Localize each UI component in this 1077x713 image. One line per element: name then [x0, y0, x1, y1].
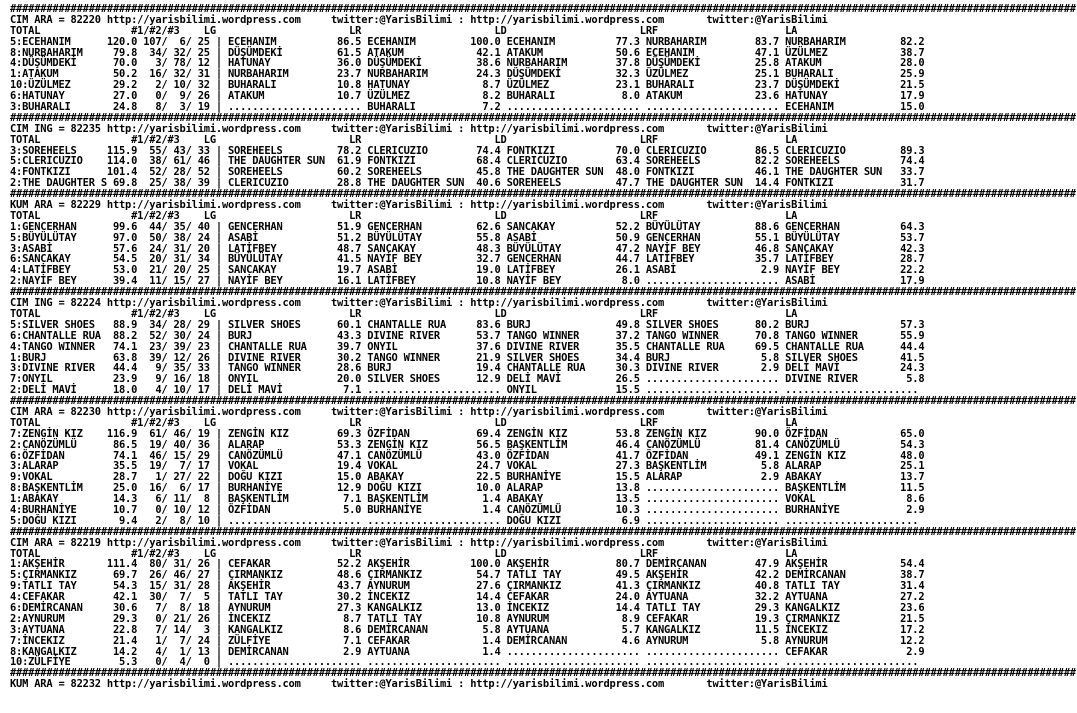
- data-row: 7:İNCEKIZ 21.4 1/ 7/ 24 | ZÜLFİYE 7.1 CEFAKAR 1.4 DEMİRCANAN 4.6 AYNURUM 5.8 AYNURUM 12.2: [10, 634, 925, 647]
- data-row: 1:ABAKAY 14.3 6/ 11/ 8 | BAŞKENTLİM 7.1 BAŞKENTLİM 1.4 ABAKAY 13.5 ...................... VOKAL 8.6: [10, 493, 925, 506]
- data-row: 5:CLERICUZIO 114.0 38/ 61/ 46 | THE DAUGHTER SUN 61.9 FONTKIZI 68.4 CLERICUZIO 63.4 SOREHEELS 82.2 SOREHEELS 74.4: [10, 155, 925, 168]
- column-header: TOTAL #1/#2/#3 LG LR LD LRF LA: [10, 416, 798, 429]
- data-row: 4:BURHANİYE 10.7 0/ 10/ 12 | ÖZFİDAN 5.0 BURHANİYE 1.4 CANÖZÜMLÜ 10.3 ...................... BURHANİYE 2.9: [10, 503, 925, 516]
- data-row: 6:CHANTALLE RUA 88.2 52/ 30/ 24 | BURJ 43.3 DIVINE RIVER 53.7 TANGO WINNER 37.2 TANGO WINNER 70.8 TANGO WINNER 55.9: [10, 329, 925, 342]
- data-row: 6:HATUNAY 27.0 0/ 9/ 26 | ATAKUM 10.7 ÜZÜLMEZ 8.2 BUHARALI 8.0 ATAKUM 23.6 HATUNAY 17.9: [10, 90, 925, 103]
- separator-line: ################################################################################################################################################################################: [10, 395, 1076, 408]
- column-header: TOTAL #1/#2/#3 LG LR LD LRF LA: [10, 307, 798, 320]
- data-row: 7:ZENGİN KIZ 116.9 61/ 46/ 19 | ZENGİN KIZ 69.3 ÖZFİDAN 69.4 ZENGİN KIZ 53.8 ZENGİN KIZ 90.0 ÖZFİDAN 65.0: [10, 427, 925, 440]
- data-row: 10:ZÜLFİYE 5.3 0/ 4/ 0 | ...................... ...................... ...................... ...................... ......................: [10, 656, 919, 669]
- data-row: 4:TANGO WINNER 74.1 23/ 39/ 23 | CHANTALLE RUA 39.7 ONYIL 37.6 DIVINE RIVER 35.5 CHANTALLE RUA 69.5 CHANTALLE RUA 44.4: [10, 340, 925, 353]
- data-row: 3:DIVINE RIVER 44.4 9/ 35/ 33 | TANGO WINNER 28.6 BURJ 19.4 CHANTALLE RUA 30.3 DIVINE RIVER 2.9 DELİ MAVİ 24.3: [10, 362, 925, 375]
- data-row: 1:BURJ 63.8 39/ 12/ 26 | DIVINE RIVER 30.2 TANGO WINNER 21.9 SILVER SHOES 34.4 BURJ 5.8 SILVER SHOES 41.5: [10, 351, 925, 364]
- column-header: TOTAL #1/#2/#3 LG LR LD LRF LA: [10, 209, 798, 222]
- data-row: 5:ÇIRMANKIZ 69.7 26/ 46/ 27 | ÇIRMANKIZ 48.6 ÇIRMANKIZ 54.7 TATLI TAY 49.5 AKŞEHİR 42.2 DEMİRCANAN 38.7: [10, 569, 925, 582]
- data-row: 7:ONYIL 23.9 9/ 16/ 18 | ONYIL 20.0 SILVER SHOES 12.9 DELİ MAVİ 26.5 ...................... DIVINE RIVER 5.8: [10, 373, 925, 386]
- data-row: 2:NAYİF BEY 39.4 11/ 15/ 27 | NAYİF BEY 16.1 LATİFBEY 10.8 NAYİF BEY 8.0 ...................... ASABİ 17.9: [10, 275, 925, 288]
- race-header: CIM ING = 82235 http://yarisbilimi.wordpress.com twitter:@YarisBilimi : http://yarisbilimi.wordpress.com twitter:@YarisBilimi: [10, 122, 828, 135]
- data-row: 3:ASABİ 57.6 24/ 31/ 20 | LATİFBEY 48.7 SANCAKAY 48.3 BÜYÜLÜTAY 47.2 NAYİF BEY 46.8 SANCAKAY 42.3: [10, 242, 925, 255]
- race-header: CIM ARA = 82220 http://yarisbilimi.wordpress.com twitter:@YarisBilimi : http://yarisbilimi.wordpress.com twitter:@YarisBilimi: [10, 13, 828, 26]
- data-row: 3:AYTUANA 22.8 7/ 14/ 3 | KANGALKIZ 8.6 DEMİRCANAN 5.8 AYTUANA 5.7 KANGALKIZ 11.5 İNCEKIZ 17.2: [10, 623, 925, 636]
- data-row: 3:SOREHEELS 115.9 55/ 43/ 33 | SOREHEELS 78.2 CLERICUZIO 74.4 FONTKIZI 70.0 CLERICUZIO 86.5 CLERICUZIO 89.3: [10, 144, 925, 157]
- race-header: KUM ARA = 82229 http://yarisbilimi.wordpress.com twitter:@YarisBilimi : http://yarisbilimi.wordpress.com twitter:@YarisBilimi: [10, 199, 828, 212]
- data-row: 4:FONTKIZI 101.4 52/ 28/ 52 | SOREHEELS 60.2 SOREHEELS 45.8 THE DAUGHTER SUN 48.0 FONTKIZI 46.1 THE DAUGHTER SUN 33.7: [10, 166, 925, 179]
- separator-line: ################################################################################################################################################################################: [10, 286, 1076, 299]
- race-header: CIM ARA = 82230 http://yarisbilimi.wordpress.com twitter:@YarisBilimi : http://yarisbilimi.wordpress.com twitter:@YarisBilimi: [10, 405, 828, 418]
- data-row: 1:AKŞEHİR 111.4 80/ 31/ 26 | CEFAKAR 52.2 AKŞEHİR 100.0 AKŞEHİR 80.7 DEMİRCANAN 47.9 AKŞEHİR 54.4: [10, 558, 925, 571]
- data-row: 3:ALARAP 35.5 19/ 7/ 17 | VOKAL 19.4 VOKAL 24.7 VOKAL 27.3 BAŞKENTLİM 5.8 ALARAP 25.1: [10, 460, 925, 473]
- race-header: KUM ARA = 82232 http://yarisbilimi.wordpress.com twitter:@YarisBilimi : http://yarisbilimi.wordpress.com twitter:@YarisBilimi: [10, 678, 828, 691]
- data-row: 8:BAŞKENTLİM 25.0 16/ 6/ 17 | BURHANİYE 12.9 DOĞU KIZI 10.0 ALARAP 13.8 ...................... BAŞKENTLİM 11.5: [10, 482, 925, 495]
- data-row: 2:AYNURUM 29.3 0/ 21/ 26 | İNCEKIZ 8.7 TATLI TAY 10.8 AYNURUM 8.9 CEFAKAR 19.3 ÇIRMANKIZ 21.5: [10, 612, 925, 625]
- separator-line: ################################################################################################################################################################################: [10, 3, 1076, 15]
- data-row: 3:BUHARALI 24.8 8/ 3/ 19 | ...................... BUHARALI 7.2 ...................... ...................... ECEHANIM 15.0: [10, 101, 925, 114]
- data-row: 6:DEMİRCANAN 30.6 7/ 8/ 18 | AYNURUM 27.3 KANGALKIZ 13.0 İNCEKIZ 14.4 TATLI TAY 29.3 KANGALKIZ 23.6: [10, 601, 925, 614]
- separator-line: ################################################################################################################################################################################: [10, 525, 1076, 538]
- data-row: 4:LATİFBEY 53.0 21/ 20/ 25 | SANCAKAY 19.7 ASABİ 19.0 LATİFBEY 26.1 ASABİ 2.9 NAYİF BEY 22.2: [10, 264, 925, 277]
- data-row: 2:CANÖZÜMLÜ 86.5 19/ 40/ 36 | ALARAP 53.3 ZENGİN KIZ 56.5 BAŞKENTLİM 46.4 CANÖZÜMLÜ 81.4 CANÖZÜMLÜ 54.3: [10, 438, 925, 451]
- data-row: 4:CEFAKAR 42.1 30/ 7/ 5 | TATLI TAY 30.2 İNCEKIZ 14.4 CEFAKAR 24.0 AYTUANA 32.2 AYTUANA 27.2: [10, 591, 925, 604]
- race-header: CIM ING = 82224 http://yarisbilimi.wordpress.com twitter:@YarisBilimi : http://yarisbilimi.wordpress.com twitter:@YarisBilimi: [10, 297, 828, 310]
- data-row: 9:TATLI TAY 54.3 15/ 31/ 28 | AKŞEHİR 43.7 AYNURUM 27.6 ÇIRMANKIZ 41.3 ÇIRMANKIZ 40.8 TATLI TAY 31.4: [10, 580, 925, 593]
- data-row: 9:VOKAL 28.7 1/ 27/ 22 | DOĞU KIZI 15.0 ABAKAY 22.5 BURHANİYE 15.5 ALARAP 2.9 ABAKAY 13.7: [10, 471, 925, 484]
- data-row: 10:ÜZÜLMEZ 29.2 2/ 10/ 32 | BUHARALI 10.8 HATUNAY 8.7 ÜZÜLMEZ 23.1 BUHARALI 23.7 DÜŞÜMDEKİ 21.5: [10, 79, 925, 92]
- data-row: 4:DÜŞÜMDEKİ 70.0 3/ 78/ 12 | HATUNAY 36.0 DÜŞÜMDEKİ 38.6 NURBAHARIM 37.8 DÜŞÜMDEKİ 25.8 ATAKUM 28.0: [10, 57, 925, 70]
- race-header: CIM ARA = 82219 http://yarisbilimi.wordpress.com twitter:@YarisBilimi : http://yarisbilimi.wordpress.com twitter:@YarisBilimi: [10, 536, 828, 549]
- column-header: TOTAL #1/#2/#3 LG LR LD LRF LA: [10, 24, 798, 37]
- data-row: 5:BÜYÜLÜTAY 97.0 50/ 38/ 24 | ASABİ 51.2 BÜYÜLÜTAY 55.8 ASABİ 50.9 GENCERHAN 55.1 BÜYÜLÜTAY 53.7: [10, 231, 925, 244]
- data-row: 6:ÖZFİDAN 74.1 46/ 15/ 29 | CANÖZÜMLÜ 47.1 CANÖZÜMLÜ 43.0 ÖZFİDAN 41.7 ÖZFİDAN 49.1 ZENGİN KIZ 48.0: [10, 449, 925, 462]
- data-row: 1:ATAKUM 50.2 16/ 32/ 31 | NURBAHARIM 23.7 NURBAHARIM 24.3 DÜŞÜMDEKİ 32.3 ÜZÜLMEZ 25.1 BUHARALI 25.9: [10, 68, 925, 81]
- separator-line: ################################################################################################################################################################################: [10, 667, 1076, 680]
- separator-line: ################################################################################################################################################################################: [10, 188, 1076, 201]
- column-header: TOTAL #1/#2/#3 LG LR LD LRF LA: [10, 133, 798, 146]
- separator-line: ################################################################################################################################################################################: [10, 111, 1076, 124]
- data-row: 8:KANGALKIZ 14.2 4/ 1/ 13 | DEMİRCANAN 2.9 AYTUANA 1.4 ...................... ...................... CEFAKAR 2.9: [10, 645, 925, 658]
- data-row: 5:SILVER SHOES 88.9 34/ 28/ 29 | SILVER SHOES 60.1 CHANTALLE RUA 83.6 BURJ 49.8 SILVER SHOES 80.2 BURJ 57.3: [10, 318, 925, 331]
- data-row: 6:SANCAKAY 54.5 20/ 31/ 34 | BÜYÜLÜTAY 41.5 NAYİF BEY 32.7 GENCERHAN 44.7 LATİFBEY 35.7 LATİFBEY 28.7: [10, 253, 925, 266]
- column-header: TOTAL #1/#2/#3 LG LR LD LRF LA: [10, 547, 798, 560]
- data-row: 1:GENCERHAN 99.6 44/ 35/ 40 | GENCERHAN 51.9 GENCERHAN 62.6 SANCAKAY 52.2 BÜYÜLÜTAY 88.6 GENCERHAN 64.3: [10, 220, 925, 233]
- data-row: 2:THE DAUGHTER S 69.8 25/ 38/ 39 | CLERICUZIO 28.8 THE DAUGHTER SUN 40.6 SOREHEELS 47.7 THE DAUGHTER SUN 14.4 FONTKIZI 31.7: [10, 177, 925, 190]
- data-row: 8:NURBAHARIM 79.8 34/ 32/ 25 | DÜŞÜMDEKİ 61.5 ATAKUM 42.1 ATAKUM 50.6 ECEHANIM 47.1 ÜZÜLMEZ 38.7: [10, 46, 925, 59]
- data-row: 5:ECEHANIM 120.0 107/ 6/ 25 | ECEHANIM 86.5 ECEHANIM 100.0 ECEHANIM 77.3 NURBAHARIM 83.7 NURBAHARIM 82.2: [10, 35, 925, 48]
- data-row: 5:DOĞU KIZI 9.4 2/ 8/ 10 | ...................... ...................... DOĞU KIZI 6.9 ...................... ......................: [10, 514, 919, 527]
- data-row: 2:DELİ MAVİ 18.0 4/ 10/ 17 | DELİ MAVİ 7.1 ...................... ONYIL 15.5 ...................... ......................: [10, 384, 919, 397]
